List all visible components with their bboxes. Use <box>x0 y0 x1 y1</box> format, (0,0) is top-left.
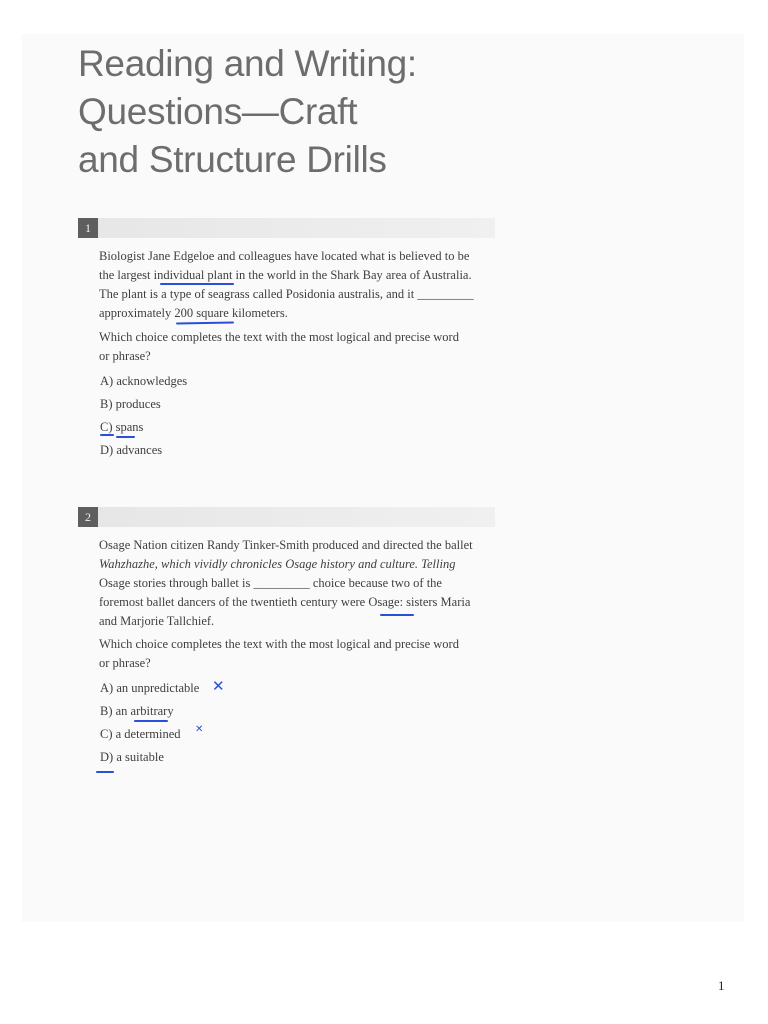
underline-mark <box>96 771 114 773</box>
passage-line: Osage stories through ballet is _________ choice because two of the <box>99 576 442 590</box>
question-2-option-b[interactable]: B) an arbitrary <box>100 704 174 718</box>
question-2-option-d[interactable]: D) a suitable <box>100 750 164 764</box>
question-2-prompt <box>99 635 509 673</box>
passage-line: approximately 200 square kilometers. <box>99 306 288 320</box>
prompt-line: Which choice completes the text with the most logical and precise word <box>99 637 459 651</box>
page-number: 1 <box>718 978 725 993</box>
passage-line: and Marjorie Tallchief. <box>99 614 215 628</box>
prompt-line: Which choice completes the text with the most logical and precise word <box>99 330 459 344</box>
question-1-option-a[interactable]: A) acknowledges <box>100 374 188 388</box>
question-1-option-c[interactable]: C) spans <box>100 420 144 434</box>
question-number: 2 <box>78 507 98 527</box>
question-1-option-b[interactable]: B) produces <box>100 397 161 411</box>
prompt-line: or phrase? <box>99 349 151 363</box>
title-line: and Structure Drills <box>78 139 387 180</box>
prompt-line: or phrase? <box>99 656 151 670</box>
title-line: Questions—Craft <box>78 91 358 132</box>
passage-line: Biologist Jane Edgeloe and colleagues have located what is believed to be <box>99 249 470 263</box>
question-1-header <box>78 218 495 238</box>
passage-line: foremost ballet dancers of the twentieth century were Osage: sisters Maria <box>99 595 471 609</box>
page-title <box>78 40 417 184</box>
underline-mark <box>116 436 135 438</box>
question-2-header <box>78 507 495 527</box>
cross-mark-icon: ✕ <box>195 724 204 735</box>
underline-mark <box>160 283 234 285</box>
underline-mark <box>100 434 114 436</box>
question-2-option-c[interactable]: C) a determined <box>100 727 181 741</box>
question-1-option-d[interactable]: D) advances <box>100 443 163 457</box>
passage-line: the largest individual plant in the world in the Shark Bay area of Australia. <box>99 268 472 282</box>
title-line: Reading and Writing: <box>78 43 417 84</box>
passage-line: Wahzhazhe, which vividly chronicles Osage history and culture. Telling <box>99 557 456 571</box>
question-1-passage <box>99 247 509 323</box>
question-1-prompt <box>99 328 509 366</box>
question-number: 1 <box>78 218 98 238</box>
question-2-option-a[interactable]: A) an unpredictable <box>100 681 200 695</box>
cross-mark-icon: ✕ <box>212 677 225 695</box>
passage-line: Osage Nation citizen Randy Tinker-Smith produced and directed the ballet <box>99 538 473 552</box>
underline-mark <box>134 720 168 722</box>
underline-mark <box>380 614 414 616</box>
passage-line: The plant is a type of seagrass called Posidonia australis, and it _________ <box>99 287 474 301</box>
question-2-passage <box>99 536 509 631</box>
